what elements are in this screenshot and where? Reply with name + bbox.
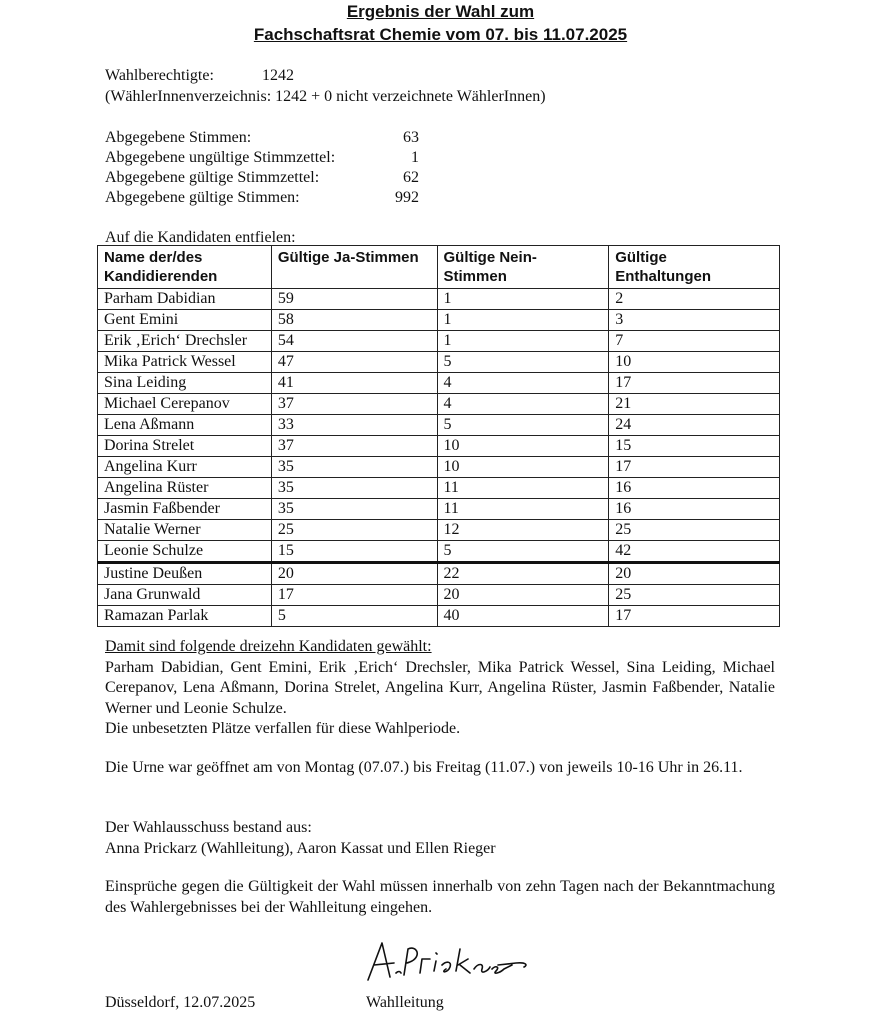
- cell-yes: 35: [271, 457, 437, 478]
- cell-no: 10: [437, 436, 609, 457]
- cell-yes: 20: [271, 563, 437, 585]
- cell-no: 11: [437, 478, 609, 499]
- cell-no: 40: [437, 606, 609, 627]
- cell-name: Michael Cerepanov: [98, 394, 272, 415]
- table-row: [98, 457, 780, 478]
- urn-note: Die Urne war geöffnet am von Montag (07.07.) bis Freitag (11.07.) von jeweils 10-16 Uhr in 26.11.: [105, 759, 743, 776]
- table-row: [98, 373, 780, 394]
- signer-role: Wahlleitung: [366, 994, 444, 1011]
- cell-no: 5: [437, 352, 609, 373]
- results-table: [97, 245, 780, 627]
- cell-abstain: 16: [609, 499, 780, 520]
- cell-name: Leonie Schulze: [98, 541, 272, 563]
- header-abstentions: Gültige Enthaltungen: [609, 246, 780, 289]
- committee-section: [105, 818, 775, 859]
- cell-no: 22: [437, 563, 609, 585]
- cell-yes: 35: [271, 478, 437, 499]
- cell-no: 5: [437, 541, 609, 563]
- handwritten-signature: [360, 935, 530, 985]
- table-row: [98, 563, 780, 585]
- table-row: [98, 606, 780, 627]
- header-candidate-name: Name der/des Kandidierenden: [98, 246, 272, 289]
- cell-no: 12: [437, 520, 609, 541]
- cell-no: 1: [437, 331, 609, 352]
- vacant-note: Die unbesetzten Plätze verfallen für diese Wahlperiode.: [105, 720, 461, 737]
- cell-name: Ramazan Parlak: [98, 606, 272, 627]
- cell-name: Mika Patrick Wessel: [98, 352, 272, 373]
- cell-no: 20: [437, 585, 609, 606]
- place-date: Düsseldorf, 12.07.2025: [105, 994, 256, 1011]
- cell-name: Dorina Strelet: [98, 436, 272, 457]
- cell-name: Angelina Kurr: [98, 457, 272, 478]
- stat-value-votes-cast: 63: [403, 129, 419, 146]
- cell-name: Sina Leiding: [98, 373, 272, 394]
- table-row: [98, 478, 780, 499]
- cell-abstain: 10: [609, 352, 780, 373]
- cell-abstain: 17: [609, 373, 780, 394]
- table-row: [98, 310, 780, 331]
- cell-no: 11: [437, 499, 609, 520]
- cell-name: Natalie Werner: [98, 520, 272, 541]
- cell-name: Jasmin Faßbender: [98, 499, 272, 520]
- table-row: [98, 352, 780, 373]
- cell-abstain: 17: [609, 606, 780, 627]
- cell-yes: 5: [271, 606, 437, 627]
- stat-label-invalid-ballots: Abgegebene ungültige Stimmzettel:: [105, 149, 336, 166]
- stat-value-invalid-ballots: 1: [411, 149, 419, 166]
- table-row: [98, 436, 780, 457]
- table-row: [98, 499, 780, 520]
- stat-value-valid-ballots: 62: [403, 169, 419, 186]
- cell-yes: 15: [271, 541, 437, 563]
- document-title-line-2: Fachschaftsrat Chemie vom 07. bis 11.07.2025: [253, 25, 628, 44]
- cell-abstain: 24: [609, 415, 780, 436]
- cell-yes: 41: [271, 373, 437, 394]
- eligible-label: Wahlberechtigte:: [105, 67, 214, 84]
- cell-name: Gent Emini: [98, 310, 272, 331]
- committee-heading: Der Wahlausschuss bestand aus:: [105, 819, 312, 836]
- cell-name: Justine Deußen: [98, 563, 272, 585]
- cell-abstain: 7: [609, 331, 780, 352]
- cell-name: Lena Aßmann: [98, 415, 272, 436]
- cell-yes: 54: [271, 331, 437, 352]
- objection-note: Einsprüche gegen die Gültigkeit der Wahl müssen innerhalb von zehn Tagen nach der Bekanntmachung des Wahlergebnisses bei der Wahlleitung eingehen.: [105, 878, 775, 916]
- cell-abstain: 17: [609, 457, 780, 478]
- document-title-line-1: Ergebnis der Wahl zum: [346, 2, 535, 21]
- stat-label-valid-ballots: Abgegebene gültige Stimmzettel:: [105, 169, 320, 186]
- table-header-row: [98, 246, 780, 289]
- stat-label-valid-votes: Abgegebene gültige Stimmen:: [105, 189, 300, 206]
- cell-no: 5: [437, 415, 609, 436]
- cell-yes: 25: [271, 520, 437, 541]
- cell-abstain: 25: [609, 520, 780, 541]
- table-row: [98, 585, 780, 606]
- table-row: [98, 541, 780, 563]
- stat-value-valid-votes: 992: [395, 189, 419, 206]
- table-row: [98, 289, 780, 310]
- stat-label-votes-cast: Abgegebene Stimmen:: [105, 129, 252, 146]
- cell-yes: 33: [271, 415, 437, 436]
- cell-name: Jana Grunwald: [98, 585, 272, 606]
- elected-heading: Damit sind folgende dreizehn Kandidaten gewählt:: [105, 638, 432, 655]
- cell-no: 1: [437, 310, 609, 331]
- cell-yes: 58: [271, 310, 437, 331]
- cell-yes: 47: [271, 352, 437, 373]
- elected-list: Parham Dabidian, Gent Emini, Erik ‚Erich‘ Drechsler, Mika Patrick Wessel, Sina Leiding, Michael Cerepanov, Lena Aßmann, Dorina Strelet, Angelina Kurr, Angelina Rüster, Jasmin Faßbender, Natalie Werner und Leonie Schulze.: [105, 658, 775, 717]
- cell-yes: 37: [271, 436, 437, 457]
- cell-no: 4: [437, 373, 609, 394]
- cell-name: Angelina Rüster: [98, 478, 272, 499]
- eligible-value: 1242: [262, 67, 294, 84]
- table-row: [98, 394, 780, 415]
- cell-abstain: 21: [609, 394, 780, 415]
- elected-section: [105, 637, 775, 740]
- committee-members: Anna Prickarz (Wahlleitung), Aaron Kassat und Ellen Rieger: [105, 839, 496, 857]
- header-no-votes: Gültige Nein- Stimmen: [437, 246, 609, 289]
- cell-no: 10: [437, 457, 609, 478]
- table-row: [98, 331, 780, 352]
- cell-yes: 17: [271, 585, 437, 606]
- cell-yes: 35: [271, 499, 437, 520]
- cell-no: 4: [437, 394, 609, 415]
- cell-abstain: 20: [609, 563, 780, 585]
- table-intro: Auf die Kandidaten entfielen:: [105, 229, 296, 246]
- cell-abstain: 3: [609, 310, 780, 331]
- cell-no: 1: [437, 289, 609, 310]
- cell-abstain: 2: [609, 289, 780, 310]
- cell-abstain: 16: [609, 478, 780, 499]
- table-row: [98, 415, 780, 436]
- cell-abstain: 25: [609, 585, 780, 606]
- eligible-note: (WählerInnenverzeichnis: 1242 + 0 nicht verzeichnete WählerInnen): [105, 88, 546, 105]
- cell-name: Parham Dabidian: [98, 289, 272, 310]
- cell-yes: 59: [271, 289, 437, 310]
- cell-yes: 37: [271, 394, 437, 415]
- header-yes-votes: Gültige Ja-Stimmen: [271, 246, 437, 289]
- table-row: [98, 520, 780, 541]
- cell-abstain: 42: [609, 541, 780, 563]
- cell-name: Erik ‚Erich‘ Drechsler: [98, 331, 272, 352]
- cell-abstain: 15: [609, 436, 780, 457]
